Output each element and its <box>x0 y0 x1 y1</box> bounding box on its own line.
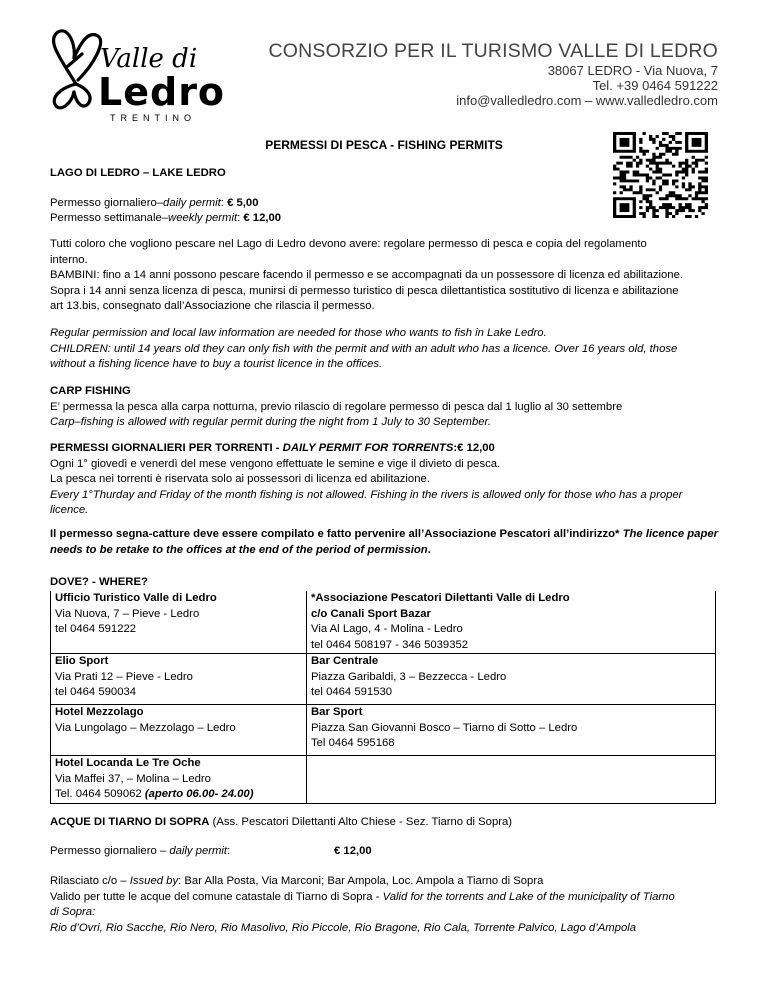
lake-rules-en: Regular permission and local law information are needed for those who wants to fish in Lake Ledro. CHILDREN: until 14 years old they can only fish with the permit and with an adult who has a licence. Over 16 years old, those without a fishing licence have to buy a tourist licence in the offices. <box>50 327 678 370</box>
logo <box>30 18 226 128</box>
lake-section <box>50 166 281 227</box>
tiarno-daily-label: Permesso giornaliero – daily permit: <box>50 845 231 857</box>
where-cell: Elio Sport Via Prati 12 – Pieve - Ledro tel 0464 590034 <box>51 654 307 705</box>
where-cell: *Associazione Pescatori Dilettanti Valle di Ledro c/o Canali Sport Bazar Via Al Lago, 4 - Molina - Ledro tel 0464 508197 - 346 5039352 <box>307 591 716 654</box>
logo-script: Valle di <box>100 44 198 74</box>
lake-heading: LAGO DI LEDRO – LAKE LEDRO <box>50 167 226 179</box>
where-cell: Bar Sport Piazza San Giovanni Bosco – Tiarno di Sotto – Ledro Tel 0464 595168 <box>307 705 716 756</box>
table-row <box>51 756 716 804</box>
table-row <box>51 705 716 756</box>
where-cell: Hotel Locanda Le Tre Oche Via Maffei 37, – Molina – Ledro Tel. 0464 509062 (aperto 06.00- 24.00) <box>51 756 307 804</box>
where-cell: Bar Centrale Piazza Garibaldi, 3 – Bezzecca - Ledro tel 0464 591530 <box>307 654 716 705</box>
org-title: CONSORZIO PER IL TURISMO VALLE DI LEDRO <box>268 40 718 62</box>
org-phone: Tel. +39 0464 591222 <box>592 78 718 93</box>
carp-heading: CARP FISHING <box>50 385 131 397</box>
return-note: Il permesso segna-catture deve essere compilato e fatto pervenire all’Associazione Pescatori all’indirizzo* The licence paper needs to be retake to the offices at the end of the period of permission. <box>50 528 719 556</box>
lake-weekly: Permesso settimanale–weekly permit: € 12,00 <box>50 212 282 224</box>
table-row <box>51 654 716 705</box>
tiarno-details: Rilasciato c/o – Issued by: Bar Alla Posta, Via Marconi; Bar Ampola, Loc. Ampola a Tiarno di Sopra Valido per tutte le acque del comune catastale di Tiarno di Sopra - Valid for the torrents and Lake of the municipality of Tiarno di Sopra: Rio d’Ovri, Rio Sacche, Rio Nero, Rio Masolivo, Rio Piccole, Rio Bragone, Rio Cala, Torrente Palvico, Lago d’Ampola <box>50 875 675 934</box>
tiarno-daily-price: € 12,00 <box>334 845 372 857</box>
logo-word: Ledro <box>98 70 226 114</box>
page-title: PERMESSI DI PESCA - FISHING PERMITS <box>265 138 503 152</box>
where-cell <box>307 756 716 804</box>
where-heading: DOVE? - WHERE? <box>50 576 148 588</box>
lake-daily: Permesso giornaliero–daily permit: € 5,00 <box>50 196 259 209</box>
org-contact: info@valledledro.com – www.valledledro.com <box>456 93 718 108</box>
table-row <box>51 591 716 654</box>
where-table <box>50 591 716 804</box>
where-cell: Ufficio Turistico Valle di Ledro Via Nuova, 7 – Pieve - Ledro tel 0464 591222 <box>51 591 307 654</box>
carp-section: CARP FISHING E’ permessa la pesca alla carpa notturna, previo rilascio di regolare permesso di pesca dal 1 luglio al 30 settembre Carp–fishing is allowed with regular permit during the night from 1 July to 30 September. <box>50 384 740 431</box>
lake-rules-it: Tutti coloro che vogliono pescare nel Lago di Ledro devono avere: regolare permesso di pesca e copia del regolamento interno. BAMBINI: fino a 14 anni possono pescare facendo il permesso e se accompagnati da un possessore di licenza ed abilitazione. Sopra i 14 anni senza licenza di pesca, munirsi di permesso turistico di pesca dilettantistica sostitutivo di licenza e abilitazione art 13.bis, consegnato dall’Associazione che rilascia il permesso. <box>50 238 684 312</box>
org-address: 38067 LEDRO - Via Nuova, 7 <box>547 63 718 78</box>
torrents-heading: PERMESSI GIORNALIERI PER TORRENTI - DAILY PERMIT FOR TORRENTS:€ 12,00 <box>50 442 495 454</box>
where-cell: Hotel Mezzolago Via Lungolago – Mezzolago – Ledro <box>51 705 307 756</box>
torrents-section: PERMESSI GIORNALIERI PER TORRENTI - DAILY PERMIT FOR TORRENTS:€ 12,00 Ogni 1° giovedì e venerdì del mese vengono effettuate le semine e vige il divieto di pesca. La pesca nei torrenti è riservata solo ai possessori di licenza ed abilitazione. Every 1°Thurday and Friday of the month fishing is not allowed. Fishing in the rivers is allowed only for those who has a proper licence. <box>50 441 740 519</box>
logo-sub: TRENTINO <box>110 113 196 123</box>
tiarno-heading: ACQUE DI TIARNO DI SOPRA (Ass. Pescatori Dilettanti Alto Chiese - Sez. Tiarno di Sopra) <box>50 816 513 828</box>
